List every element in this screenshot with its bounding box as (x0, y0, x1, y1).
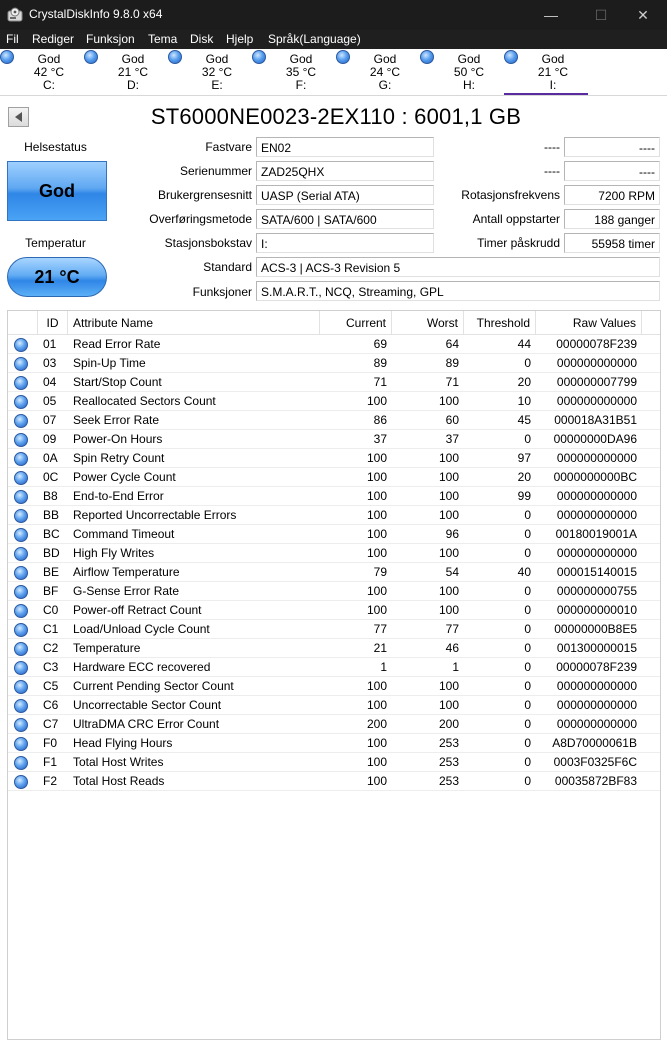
rotation-rate-label: Rotasjonsfrekvens (461, 188, 560, 202)
drive-letter: D: (127, 78, 139, 92)
cell-raw-values: 00000000B8E5 (554, 622, 637, 636)
drive-temp: 24 °C (369, 65, 401, 79)
drive-temp: 32 °C (201, 65, 233, 79)
cell-raw-values: 000000000010 (556, 603, 637, 617)
cell-id: 01 (43, 337, 57, 351)
table-row[interactable] (8, 734, 660, 753)
cell-id: C3 (43, 660, 59, 674)
drive-temp: 42 °C (33, 65, 65, 79)
status-dot-icon (14, 433, 28, 447)
menu-help[interactable]: Hjelp (226, 32, 254, 46)
power-on-count-label: Antall oppstarter (472, 212, 560, 226)
drive-tab-h[interactable] (420, 49, 504, 95)
table-row[interactable] (8, 373, 660, 392)
window-title: CrystalDiskInfo 9.8.0 x64 (29, 7, 163, 21)
interface-label: Brukergrensesnitt (157, 188, 252, 202)
cell-worst: 100 (438, 394, 459, 408)
cell-current: 100 (366, 470, 387, 484)
status-dot-icon (14, 490, 28, 504)
cell-raw-values: 00000000DA96 (553, 432, 637, 446)
status-dot-icon (14, 737, 28, 751)
cell-worst: 54 (445, 565, 459, 579)
cell-attribute-name: UltraDMA CRC Error Count (73, 717, 220, 731)
cell-worst: 100 (438, 679, 459, 693)
cell-id: 0A (43, 451, 58, 465)
table-row[interactable] (8, 354, 660, 373)
cell-id: BF (43, 584, 59, 598)
drive-tab-e[interactable] (168, 49, 252, 95)
cell-threshold: 0 (524, 356, 531, 370)
unknown-value-2: ---- (564, 161, 660, 181)
serial-label: Serienummer (179, 164, 252, 178)
drive-status: God (205, 52, 229, 66)
table-row[interactable] (8, 753, 660, 772)
table-row[interactable] (8, 658, 660, 677)
cell-raw-values: 00000078F239 (556, 660, 637, 674)
status-dot-icon (14, 452, 28, 466)
cell-worst: 77 (445, 622, 459, 636)
drive-status: God (289, 52, 313, 66)
table-row[interactable] (8, 772, 660, 791)
standard-label: Standard (203, 260, 252, 274)
cell-current: 71 (373, 375, 387, 389)
cell-id: C5 (43, 679, 59, 693)
cell-current: 86 (373, 413, 387, 427)
cell-threshold: 97 (517, 451, 531, 465)
unknown-label-2: ---- (544, 164, 560, 178)
cell-current: 79 (373, 565, 387, 579)
cell-raw-values: 00180019001A (555, 527, 637, 541)
power-on-hours-label: Timer påskrudd (477, 236, 560, 250)
cell-threshold: 0 (524, 603, 531, 617)
cell-current: 200 (366, 717, 387, 731)
cell-attribute-name: Start/Stop Count (73, 375, 162, 389)
table-row[interactable] (8, 525, 660, 544)
cell-raw-values: 000000000755 (556, 584, 637, 598)
cell-current: 100 (366, 603, 387, 617)
cell-threshold: 0 (524, 546, 531, 560)
features-label: Funksjoner (192, 285, 252, 299)
table-row[interactable] (8, 544, 660, 563)
cell-attribute-name: Spin-Up Time (73, 356, 146, 370)
menu-edit[interactable]: Rediger (32, 32, 75, 46)
cell-threshold: 44 (517, 337, 531, 351)
cell-raw-values: 000015140015 (556, 565, 637, 579)
status-dot-icon (14, 338, 28, 352)
cell-threshold: 0 (524, 698, 531, 712)
header-attribute-name[interactable]: Attribute Name (68, 311, 320, 335)
drive-temp: 35 °C (285, 65, 317, 79)
power-on-hours-value: 55958 timer (564, 233, 660, 253)
table-row[interactable] (8, 506, 660, 525)
table-row[interactable] (8, 411, 660, 430)
cell-id: BE (43, 565, 60, 579)
transfer-mode-value: SATA/600 | SATA/600 (256, 209, 434, 229)
header-worst[interactable]: Worst (392, 311, 464, 335)
cell-threshold: 0 (524, 432, 531, 446)
cell-worst: 100 (438, 489, 459, 503)
menu-theme[interactable]: Tema (148, 32, 178, 46)
cell-attribute-name: Power-off Retract Count (73, 603, 202, 617)
cell-worst: 89 (445, 356, 459, 370)
cell-id: 09 (43, 432, 57, 446)
cell-raw-values: 000018A31B51 (554, 413, 637, 427)
cell-raw-values: 000000000000 (556, 679, 637, 693)
table-header (8, 311, 660, 335)
menu-disk[interactable]: Disk (190, 32, 214, 46)
cell-worst: 100 (438, 584, 459, 598)
cell-id: C1 (43, 622, 59, 636)
cell-worst: 253 (438, 774, 459, 788)
cell-current: 100 (366, 527, 387, 541)
table-row[interactable] (8, 468, 660, 487)
status-dot-icon (14, 357, 28, 371)
cell-threshold: 40 (517, 565, 531, 579)
cell-worst: 253 (438, 736, 459, 750)
cell-current: 100 (366, 679, 387, 693)
cell-id: F2 (43, 774, 58, 788)
table-row[interactable] (8, 582, 660, 601)
cell-worst: 37 (445, 432, 459, 446)
drive-temp: 50 °C (453, 65, 485, 79)
cell-id: BD (43, 546, 60, 560)
drive-letter: C: (43, 78, 55, 92)
cell-current: 1 (380, 660, 387, 674)
status-dot-icon (14, 680, 28, 694)
cell-current: 100 (366, 394, 387, 408)
drive-tab-c[interactable] (0, 49, 84, 95)
status-dot-icon (0, 50, 14, 64)
minimize-button[interactable]: — (544, 7, 558, 23)
drive-status: God (121, 52, 145, 66)
power-on-count-value: 188 ganger (564, 209, 660, 229)
cell-raw-values: 00035872BF83 (554, 774, 637, 788)
status-dot-icon (14, 642, 28, 656)
serial-value: ZAD25QHX (256, 161, 434, 181)
cell-threshold: 0 (524, 660, 531, 674)
cell-attribute-name: Current Pending Sector Count (73, 679, 234, 693)
table-body (8, 335, 660, 791)
status-dot-icon (14, 699, 28, 713)
cell-current: 100 (366, 774, 387, 788)
cell-raw-values: 000000000000 (556, 394, 637, 408)
drive-status: God (37, 52, 61, 66)
cell-current: 100 (366, 698, 387, 712)
cell-id: BB (43, 508, 60, 522)
cell-worst: 100 (438, 451, 459, 465)
status-dot-icon (14, 585, 28, 599)
close-button[interactable]: ✕ (637, 6, 649, 23)
menu-language[interactable]: Språk(Language) (268, 32, 361, 46)
firmware-label: Fastvare (205, 140, 252, 154)
drive-letter-value: I: (256, 233, 434, 253)
interface-value: UASP (Serial ATA) (256, 185, 434, 205)
cell-current: 89 (373, 356, 387, 370)
cell-current: 100 (366, 755, 387, 769)
cell-threshold: 0 (524, 717, 531, 731)
header-threshold[interactable]: Threshold (464, 311, 536, 335)
cell-raw-values: 000000000000 (556, 356, 637, 370)
cell-raw-values: 000000007799 (556, 375, 637, 389)
drive-temp: 21 °C (537, 65, 569, 79)
cell-raw-values: 000000000000 (556, 698, 637, 712)
cell-threshold: 20 (517, 470, 531, 484)
cell-current: 77 (373, 622, 387, 636)
cell-raw-values: 000000000000 (556, 489, 637, 503)
status-dot-icon (14, 623, 28, 637)
drive-tab-d[interactable] (84, 49, 168, 95)
cell-threshold: 0 (524, 622, 531, 636)
cell-current: 100 (366, 489, 387, 503)
cell-raw-values: 001300000015 (556, 641, 637, 655)
cell-current: 37 (373, 432, 387, 446)
table-row[interactable] (8, 601, 660, 620)
cell-current: 100 (366, 584, 387, 598)
table-row[interactable] (8, 696, 660, 715)
drive-letter: H: (463, 78, 475, 92)
drive-letter: E: (211, 78, 223, 92)
menu-file[interactable]: Fil (6, 32, 19, 46)
cell-attribute-name: Head Flying Hours (73, 736, 173, 750)
rotation-rate-value: 7200 RPM (564, 185, 660, 205)
cell-threshold: 99 (517, 489, 531, 503)
features-value: S.M.A.R.T., NCQ, Streaming, GPL (256, 281, 660, 301)
cell-attribute-name: Reported Uncorrectable Errors (73, 508, 237, 522)
cell-threshold: 0 (524, 755, 531, 769)
table-row[interactable] (8, 620, 660, 639)
menu-function[interactable]: Funksjon (86, 32, 135, 46)
table-row[interactable] (8, 487, 660, 506)
unknown-value-1: ---- (564, 137, 660, 157)
disk-title: ST6000NE0023-2EX110 : 6001,1 GB (150, 104, 522, 129)
cell-attribute-name: Airflow Temperature (73, 565, 180, 579)
cell-attribute-name: Load/Unload Cycle Count (73, 622, 210, 636)
status-dot-icon (336, 50, 350, 64)
cell-id: C7 (43, 717, 59, 731)
cell-raw-values: 0003F0325F6C (553, 755, 637, 769)
cell-worst: 253 (438, 755, 459, 769)
cell-attribute-name: High Fly Writes (73, 546, 155, 560)
header-status (8, 311, 38, 335)
cell-raw-values: 000000000000 (556, 717, 637, 731)
cell-worst: 100 (438, 603, 459, 617)
table-row[interactable] (8, 449, 660, 468)
standard-value: ACS-3 | ACS-3 Revision 5 (256, 257, 660, 277)
cell-threshold: 10 (517, 394, 531, 408)
cell-id: C0 (43, 603, 59, 617)
status-dot-icon (14, 376, 28, 390)
temperature-label: Temperatur (25, 236, 86, 250)
cell-id: F0 (43, 736, 58, 750)
cell-current: 100 (366, 546, 387, 560)
cell-threshold: 0 (524, 774, 531, 788)
status-dot-icon (168, 50, 182, 64)
drive-tab-i[interactable] (504, 49, 588, 95)
cell-attribute-name: G-Sense Error Rate (73, 584, 180, 598)
table-row[interactable] (8, 677, 660, 696)
cell-worst: 46 (445, 641, 459, 655)
table-row[interactable] (8, 430, 660, 449)
status-dot-icon (14, 395, 28, 409)
cell-raw-values: 000000000000 (556, 451, 637, 465)
drive-temp: 21 °C (117, 65, 149, 79)
cell-id: 0C (43, 470, 59, 484)
cell-worst: 60 (445, 413, 459, 427)
app-disk-icon (7, 6, 23, 23)
drive-letter: G: (378, 78, 392, 92)
cell-attribute-name: Temperature (73, 641, 141, 655)
drive-tab-f[interactable] (252, 49, 336, 95)
cell-worst: 100 (438, 698, 459, 712)
cell-threshold: 0 (524, 679, 531, 693)
cell-worst: 100 (438, 508, 459, 522)
cell-raw-values: 0000000000BC (553, 470, 637, 484)
cell-attribute-name: Uncorrectable Sector Count (73, 698, 222, 712)
firmware-value: EN02 (256, 137, 434, 157)
status-dot-icon (14, 414, 28, 428)
cell-threshold: 45 (517, 413, 531, 427)
status-dot-icon (14, 718, 28, 732)
header-current[interactable]: Current (320, 311, 392, 335)
cell-id: 07 (43, 413, 57, 427)
menu-bar (0, 30, 667, 49)
unknown-label-1: ---- (544, 140, 560, 154)
health-status-badge[interactable]: God (7, 161, 107, 221)
cell-threshold: 0 (524, 641, 531, 655)
cell-attribute-name: Hardware ECC recovered (73, 660, 211, 674)
cell-raw-values: 00000078F239 (556, 337, 637, 351)
drive-letter-label: Stasjonsbokstav (164, 236, 252, 250)
cell-threshold: 20 (517, 375, 531, 389)
cell-id: F1 (43, 755, 58, 769)
status-dot-icon (84, 50, 98, 64)
cell-worst: 1 (452, 660, 459, 674)
status-dot-icon (14, 547, 28, 561)
cell-attribute-name: Power Cycle Count (73, 470, 176, 484)
drive-status: God (457, 52, 481, 66)
cell-attribute-name: End-to-End Error (73, 489, 164, 503)
transfer-mode-label: Overføringsmetode (149, 212, 252, 226)
drive-letter: I: (549, 78, 557, 92)
cell-id: B8 (43, 489, 58, 503)
cell-attribute-name: Spin Retry Count (73, 451, 165, 465)
status-dot-icon (504, 50, 518, 64)
drive-status: God (373, 52, 397, 66)
cell-current: 100 (366, 736, 387, 750)
table-row[interactable] (8, 715, 660, 734)
drive-tab-g[interactable] (336, 49, 420, 95)
status-dot-icon (14, 471, 28, 485)
cell-worst: 96 (445, 527, 459, 541)
cell-attribute-name: Read Error Rate (73, 337, 161, 351)
cell-worst: 100 (438, 546, 459, 560)
status-dot-icon (14, 566, 28, 580)
status-dot-icon (420, 50, 434, 64)
header-id[interactable]: ID (38, 311, 68, 335)
cell-id: 03 (43, 356, 57, 370)
status-dot-icon (14, 509, 28, 523)
status-dot-icon (14, 604, 28, 618)
cell-id: C6 (43, 698, 59, 712)
maximize-button[interactable]: ☐ (594, 6, 608, 23)
drive-letter: F: (295, 78, 307, 92)
temperature-badge[interactable]: 21 °C (7, 257, 107, 297)
cell-threshold: 0 (524, 736, 531, 750)
status-dot-icon (14, 661, 28, 675)
table-row[interactable] (8, 639, 660, 658)
cell-current: 100 (366, 451, 387, 465)
cell-id: BC (43, 527, 60, 541)
cell-current: 69 (373, 337, 387, 351)
cell-raw-values: A8D70000061B (552, 736, 637, 750)
cell-attribute-name: Reallocated Sectors Count (73, 394, 216, 408)
cell-threshold: 0 (524, 584, 531, 598)
cell-attribute-name: Total Host Reads (73, 774, 165, 788)
cell-attribute-name: Power-On Hours (73, 432, 163, 446)
header-raw-values[interactable]: Raw Values (536, 311, 642, 335)
cell-worst: 64 (445, 337, 459, 351)
cell-worst: 100 (438, 470, 459, 484)
status-dot-icon (14, 775, 28, 789)
status-dot-icon (14, 528, 28, 542)
status-dot-icon (14, 756, 28, 770)
drive-tab-strip (0, 49, 667, 96)
cell-id: C2 (43, 641, 59, 655)
status-dot-icon (252, 50, 266, 64)
cell-threshold: 0 (524, 527, 531, 541)
cell-id: 04 (43, 375, 57, 389)
health-status-label: Helsestatus (24, 140, 87, 154)
cell-worst: 200 (438, 717, 459, 731)
cell-worst: 71 (445, 375, 459, 389)
cell-attribute-name: Seek Error Rate (73, 413, 160, 427)
cell-attribute-name: Command Timeout (73, 527, 175, 541)
cell-raw-values: 000000000000 (556, 546, 637, 560)
smart-attributes-table[interactable] (7, 310, 661, 1040)
cell-threshold: 0 (524, 508, 531, 522)
table-row[interactable] (8, 335, 660, 354)
cell-current: 21 (373, 641, 387, 655)
table-row[interactable] (8, 563, 660, 582)
cell-raw-values: 000000000000 (556, 508, 637, 522)
title-bar[interactable] (0, 0, 667, 30)
cell-current: 100 (366, 508, 387, 522)
table-row[interactable] (8, 392, 660, 411)
cell-id: 05 (43, 394, 57, 408)
drive-status: God (541, 52, 565, 66)
cell-attribute-name: Total Host Writes (73, 755, 164, 769)
